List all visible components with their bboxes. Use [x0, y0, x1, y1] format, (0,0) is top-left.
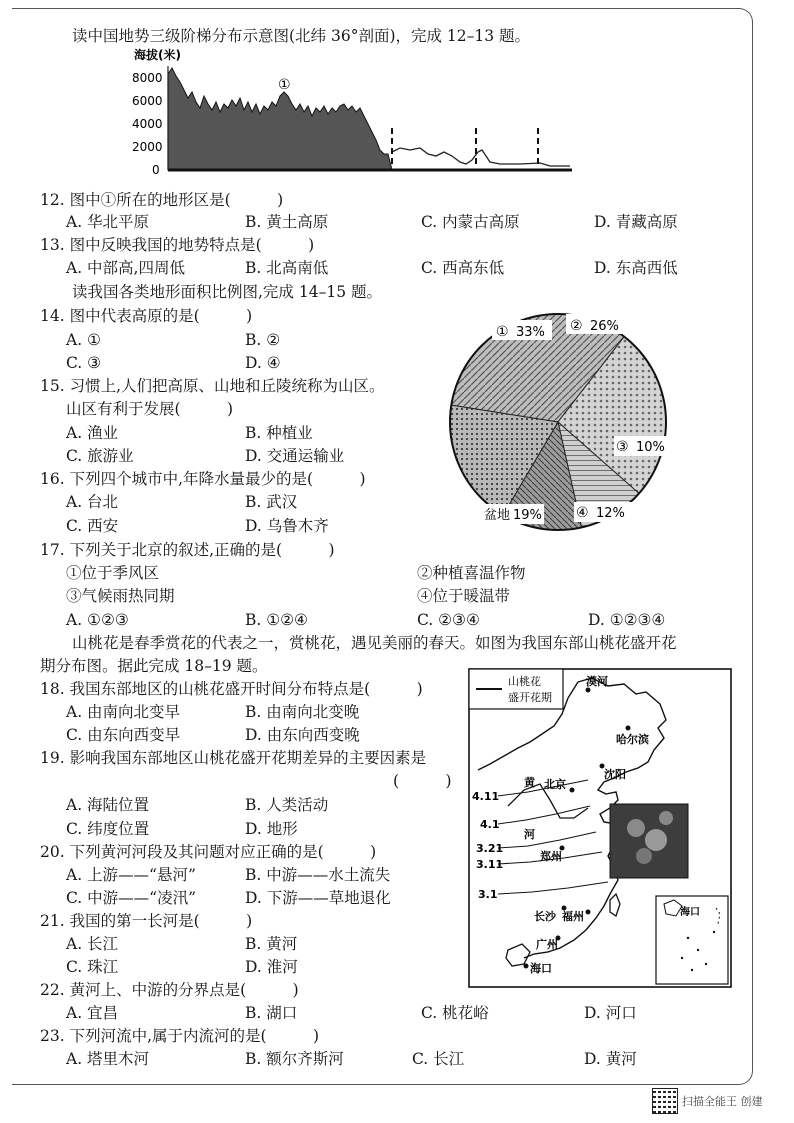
svg-text:④: ④	[576, 505, 589, 521]
q21-option-c[interactable]: C. 珠江	[66, 958, 119, 976]
q15-stem-2: 山区有利于发展( )	[66, 400, 234, 418]
q22-option-d[interactable]: D. 河口	[584, 1004, 637, 1022]
intro-18-19-line1: 山桃花是春季赏花的代表之一，赏桃花，遇见美丽的春天。如图为我国东部山桃花盛开花	[72, 634, 677, 652]
svg-text:①: ①	[496, 324, 509, 340]
svg-text:②: ②	[570, 318, 583, 334]
q14-stem: 14. 图中代表高原的是( )	[40, 307, 253, 325]
q17-option-d[interactable]: D. ①②③④	[588, 611, 666, 629]
profile-ytick-6000: 6000	[132, 94, 163, 108]
q12-option-b[interactable]: B. 黄土高原	[245, 213, 329, 231]
q23-option-d[interactable]: D. 黄河	[584, 1050, 637, 1068]
q19-option-d[interactable]: D. 地形	[245, 820, 298, 838]
intro-14-15: 读我国各类地形面积比例图,完成 14–15 题。	[72, 283, 382, 301]
q15-option-a[interactable]: A. 渔业	[66, 424, 119, 442]
isoline-4-1: 4.1	[480, 818, 500, 831]
inset-city-haikou: 海口	[680, 907, 700, 918]
map-legend-line2: 盛开花期	[508, 691, 552, 704]
q13-option-d[interactable]: D. 东高西低	[594, 259, 678, 277]
q17-option-b[interactable]: B. ①②④	[245, 611, 308, 629]
q12-stem: 12. 图中①所在的地形区是( )	[40, 191, 284, 209]
q19-option-c[interactable]: C. 纬度位置	[66, 820, 150, 838]
q18-option-a[interactable]: A. 由南向北变早	[66, 703, 181, 721]
peach-blossom-map	[468, 668, 732, 990]
pie-label-2	[566, 314, 626, 334]
city-changsha: 长沙	[534, 910, 556, 923]
landform-pie-chart	[436, 308, 680, 536]
q19-option-a[interactable]: A. 海陆位置	[66, 796, 150, 814]
river-label-he: 河	[524, 828, 535, 841]
svg-text:12%: 12%	[596, 506, 625, 521]
profile-ytick-0: 0	[152, 163, 160, 176]
pie-label-3	[614, 436, 674, 456]
q13-option-b[interactable]: B. 北高南低	[245, 259, 329, 277]
q23-option-c[interactable]: C. 长江	[412, 1050, 465, 1068]
q21-option-d[interactable]: D. 淮河	[245, 958, 298, 976]
scanner-credit: 扫描全能王 创建	[682, 1095, 763, 1108]
svg-text:10%: 10%	[636, 440, 665, 455]
profile-ytick-8000: 8000	[132, 71, 163, 85]
q22-option-b[interactable]: B. 湖口	[245, 1004, 298, 1022]
q16-option-b[interactable]: B. 武汉	[245, 493, 298, 511]
q23-option-b[interactable]: B. 额尔齐斯河	[245, 1050, 344, 1068]
city-shenyang: 沈阳	[604, 768, 626, 781]
scanner-watermark	[652, 1088, 782, 1114]
q19-answer-paren: ( )	[393, 772, 452, 790]
q17-statement-4: ④位于暖温带	[417, 587, 511, 605]
q15-option-d[interactable]: D. 交通运输业	[245, 447, 345, 465]
q17-statement-1: ①位于季风区	[66, 564, 160, 582]
pie-label-basin	[482, 504, 544, 524]
q14-option-d[interactable]: D. ④	[245, 354, 281, 372]
city-fuzhou: 福州	[562, 910, 584, 923]
city-beijing: 北京	[544, 778, 566, 791]
q12-option-d[interactable]: D. 青藏高原	[594, 213, 678, 231]
q17-option-a[interactable]: A. ①②③	[66, 611, 129, 629]
qr-code-icon	[652, 1088, 678, 1114]
q23-stem: 23. 下列河流中,属于内流河的是( )	[40, 1027, 320, 1045]
q22-option-c[interactable]: C. 桃花峪	[421, 1004, 489, 1022]
profile-ylabel: 海拔(米)	[134, 48, 181, 62]
intro-12-13: 读中国地势三级阶梯分布示意图(北纬 36°剖面)，完成 12–13 题。	[72, 27, 531, 45]
svg-text:③: ③	[616, 439, 629, 455]
q17-stem: 17. 下列关于北京的叙述,正确的是( )	[40, 541, 335, 559]
q16-option-c[interactable]: C. 西安	[66, 517, 119, 535]
pie-label-4	[574, 502, 632, 522]
q23-option-a[interactable]: A. 塔里木河	[66, 1050, 150, 1068]
svg-text:26%: 26%	[590, 319, 619, 334]
q13-stem: 13. 图中反映我国的地势特点是( )	[40, 236, 315, 254]
q17-statement-2: ②种植喜温作物	[417, 564, 526, 582]
map-legend-line1: 山桃花	[508, 675, 541, 688]
q15-option-b[interactable]: B. 种植业	[245, 424, 313, 442]
isoline-4-11: 4.11	[472, 790, 500, 803]
q18-stem: 18. 我国东部地区的山桃花盛开时间分布特点是( )	[40, 680, 423, 698]
q14-option-b[interactable]: B. ②	[245, 331, 281, 349]
q20-option-c[interactable]: C. 中游——“凌汛”	[66, 889, 197, 907]
svg-text:19%: 19%	[513, 508, 542, 523]
q19-stem: 19. 影响我国东部地区山桃花盛开花期差异的主要因素是	[40, 749, 427, 767]
city-zhengzhou: 郑州	[540, 850, 562, 863]
terrain-profile-chart	[120, 46, 580, 176]
q22-option-a[interactable]: A. 宜昌	[66, 1004, 119, 1022]
q20-option-d[interactable]: D. 下游——草地退化	[245, 889, 391, 907]
q19-option-b[interactable]: B. 人类活动	[245, 796, 329, 814]
city-guangzhou: 广州	[536, 938, 558, 951]
q17-option-c[interactable]: C. ②③④	[417, 611, 480, 629]
q22-stem: 22. 黄河上、中游的分界点是( )	[40, 981, 299, 999]
q13-option-a[interactable]: A. 中部高,四周低	[66, 259, 185, 277]
svg-text:盆地: 盆地	[484, 508, 511, 523]
q18-option-d[interactable]: D. 由东向西变晚	[245, 726, 360, 744]
city-harbin: 哈尔滨	[616, 733, 649, 746]
q21-option-a[interactable]: A. 长江	[66, 935, 119, 953]
q14-option-a[interactable]: A. ①	[66, 331, 101, 349]
q20-stem: 20. 下列黄河河段及其问题对应正确的是( )	[40, 843, 377, 861]
pie-label-1	[492, 320, 552, 340]
profile-marker-1: ①	[278, 77, 291, 93]
svg-text:33%: 33%	[516, 325, 545, 340]
isoline-3-11: 3.11	[476, 858, 504, 871]
isoline-3-21: 3.21	[476, 842, 504, 855]
profile-ytick-2000: 2000	[132, 140, 163, 154]
q20-option-a[interactable]: A. 上游——“悬河”	[66, 866, 196, 884]
q12-option-c[interactable]: C. 内蒙古高原	[421, 213, 520, 231]
q20-option-b[interactable]: B. 中游——水土流失	[245, 866, 391, 884]
q21-stem: 21. 我国的第一长河是( )	[40, 912, 253, 930]
river-label-huang: 黄	[524, 776, 535, 789]
isoline-3-1: 3.1	[478, 888, 498, 901]
q21-option-b[interactable]: B. 黄河	[245, 935, 298, 953]
q12-option-a[interactable]: A. 华北平原	[66, 213, 150, 231]
q18-option-b[interactable]: B. 由南向北变晚	[245, 703, 360, 721]
city-mohe: 漠河	[586, 675, 608, 688]
q16-option-a[interactable]: A. 台北	[66, 493, 119, 511]
q13-option-c[interactable]: C. 西高东低	[421, 259, 505, 277]
q16-option-d[interactable]: D. 乌鲁木齐	[245, 517, 329, 535]
q18-option-c[interactable]: C. 由东向西变早	[66, 726, 181, 744]
q17-statement-3: ③气候雨热同期	[66, 587, 175, 605]
q15-option-c[interactable]: C. 旅游业	[66, 447, 134, 465]
q15-stem: 15. 习惯上,人们把高原、山地和丘陵统称为山区。	[40, 377, 385, 395]
city-haikou: 海口	[530, 962, 552, 975]
q16-stem: 16. 下列四个城市中,年降水量最少的是( )	[40, 470, 366, 488]
profile-ytick-4000: 4000	[132, 117, 163, 131]
intro-18-19-line2: 期分布图。据此完成 18–19 题。	[40, 657, 268, 675]
q14-option-c[interactable]: C. ③	[66, 354, 102, 372]
